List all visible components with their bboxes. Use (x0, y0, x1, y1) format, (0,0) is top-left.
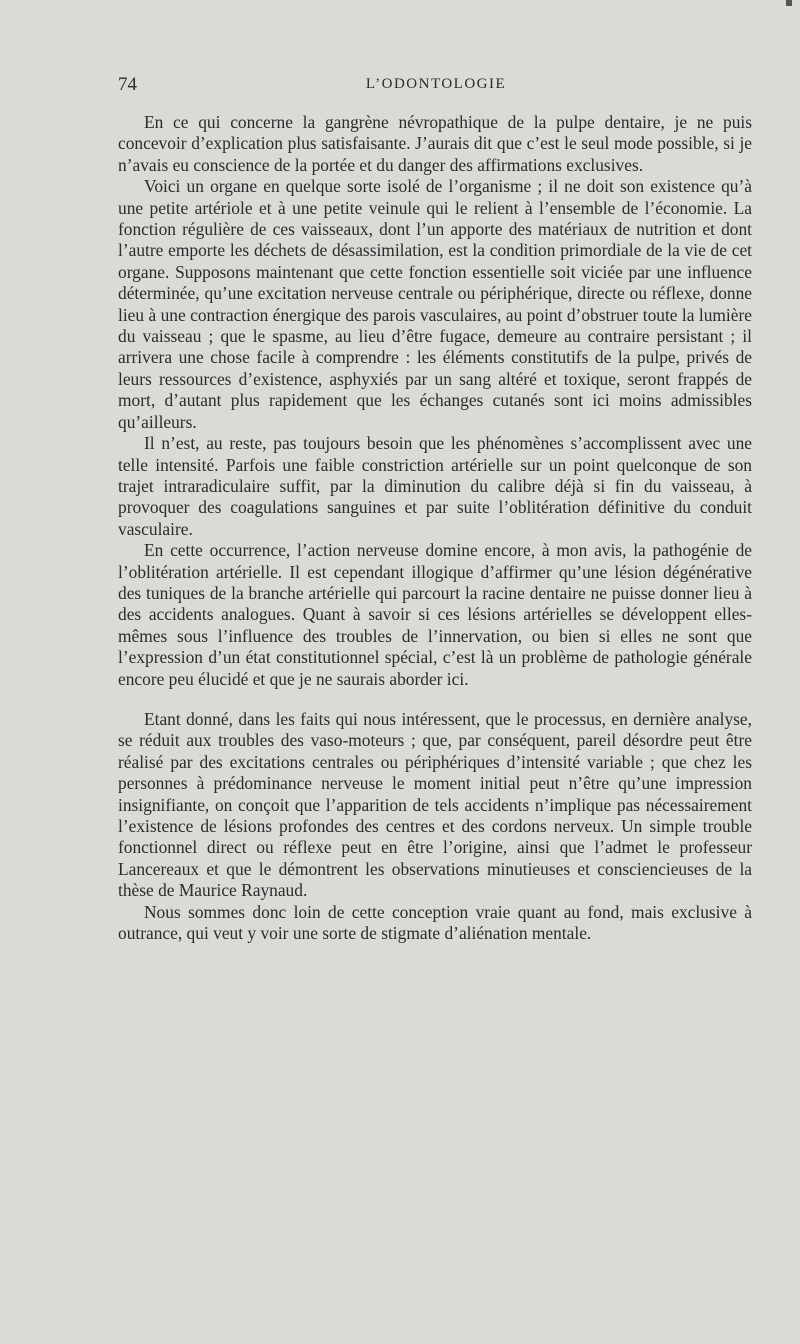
paragraph: Voici un organe en quelque sorte isolé de l’organisme ; il ne doit son existence qu’à une petite artériole et à une petite veinule qui le relient à l’ensemble de l’économie. La fonction régulière de ces vaisseaux, dont l’un apporte des matériaux de nutrition et dont l’autre emporte les déchets de désassimilation, est la condition primordiale de la vie de cet organe. Supposons maintenant que cette fonction essentielle soit viciée par une influence déterminée, qu’une excitation nerveuse centrale ou périphérique, directe ou réflexe, donne lieu à une contraction énergique des parois vasculaires, au point d’obstruer toute la lumière du vaisseau ; que le spasme, au lieu d’être fugace, demeure au contraire persistant ; il arrivera une chose facile à comprendre : les éléments constitutifs de la pulpe, privés de leurs ressources d’existence, asphyxiés par un sang altéré et toxique, seront frappés de mort, d’autant plus rapidement que les échanges cutanés sont ici moins admissibles qu’ailleurs. (118, 176, 752, 432)
paragraph: Il n’est, au reste, pas toujours besoin que les phénomènes s’accomplissent avec une telle intensité. Parfois une faible constriction artérielle sur un point quelconque de son trajet intraradiculaire suffit, par la diminution du calibre déjà si fin du vaisseau, à provoquer des coagulations sanguines et par suite l’oblitération définitive du conduit vasculaire. (118, 433, 752, 539)
paragraph: En cette occurrence, l’action nerveuse domine encore, à mon avis, la pathogénie de l’oblitération artérielle. Il est cependant illogique d’affirmer qu’une lésion dégénérative des tuniques de la branche artérielle qui parcourt la racine dentaire ne puisse donner lieu à des accidents analogues. Quant à savoir si ces lésions artérielles se développent elles-mêmes sous l’influence des troubles de l’innervation, ou bien si elles ne sont que l’expression d’un état constitutionnel spécial, c’est là un problème de pathologie générale encore peu élucidé et que je ne saurais aborder ici. (118, 540, 752, 689)
paragraph: Etant donné, dans les faits qui nous intéressent, que le processus, en dernière analyse, se réduit aux troubles des vaso-moteurs ; que, par conséquent, pareil désordre peut être réalisé par des excitations centrales ou périphériques d’intensité variable ; que chez les personnes à prédominance nerveuse le moment initial peut n’être qu’une impression insignifiante, on conçoit que l’apparition de tels accidents n’implique pas nécessairement l’existence de lésions profondes des centres et des cordons nerveux. Un simple trouble fonctionnel direct ou réflexe peut en être l’origine, ainsi que l’admet le professeur Lancereaux et que le démontrent les observations minutieuses et consciencieuses de la thèse de Maurice Raynaud. (118, 708, 752, 901)
scan-mark (786, 0, 792, 6)
body-text (118, 112, 752, 944)
paragraph: En ce qui concerne la gangrène névropathique de la pulpe dentaire, je ne puis concevoir d’explication plus satisfaisante. J’aurais dit que c’est le seul mode possible, si je n’avais eu conscience de la portée et du danger des affirmations exclusives. (118, 112, 752, 175)
page-header (118, 74, 754, 98)
running-title: L’ODONTOLOGIE (365, 76, 507, 92)
page-number: 74 (118, 74, 137, 95)
paragraph: Nous sommes donc loin de cette conception vraie quant au fond, mais exclusive à outrance, qui veut y voir une sorte de stigmate d’aliénation mentale. (118, 901, 752, 944)
